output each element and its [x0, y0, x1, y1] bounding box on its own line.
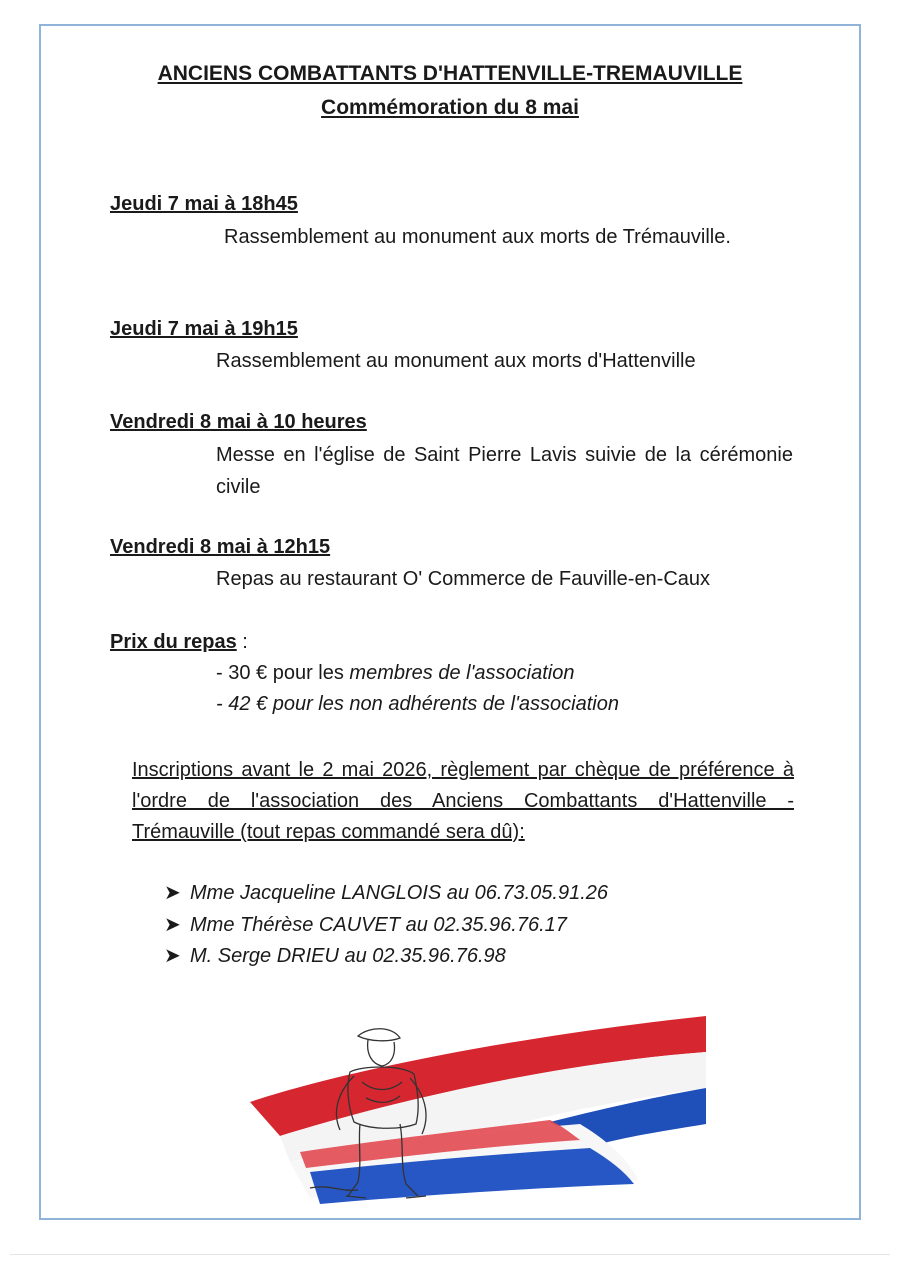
- contact-item: [164, 943, 506, 968]
- registration-text: Inscriptions avant le 2 mai 2026, règlement par chèque de préférence à l'ordre de l'association des Anciens Combattants d'Hattenville - Trémauville (tout repas commandé sera dû):: [132, 759, 794, 843]
- arrow-icon: ➤: [164, 914, 181, 936]
- event-date: Jeudi 7 mai à 19h15: [110, 318, 298, 340]
- tricolor-ribbon-illustration: [250, 1012, 710, 1212]
- price-item: [216, 693, 619, 716]
- price-heading: [110, 631, 248, 654]
- event-description: Messe en l'église de Saint Pierre Lavis suivie de la cérémonie civile: [216, 444, 793, 498]
- contact-item: [164, 880, 608, 905]
- price-item-prefix: - 30 € pour les: [216, 662, 350, 684]
- page-bottom-divider: [10, 1254, 890, 1255]
- price-item-prefix: - 42 € pour les non adhérents de l'association: [216, 693, 619, 715]
- page-subtitle: Commémoration du 8 mai: [321, 96, 579, 119]
- page-title: ANCIENS COMBATTANTS D'HATTENVILLE-TREMAUVILLE: [157, 62, 743, 85]
- price-item: [216, 662, 574, 685]
- event-date: Vendredi 8 mai à 12h15: [110, 536, 331, 558]
- contact-item: [164, 912, 567, 937]
- contact-text: Mme Thérèse CAUVET au 02.35.96.76.17: [190, 914, 567, 936]
- arrow-icon: ➤: [164, 945, 181, 967]
- contact-text: Mme Jacqueline LANGLOIS au 06.73.05.91.26: [190, 882, 609, 904]
- price-item-who: membres de l'association: [349, 662, 575, 684]
- event-description: Repas au restaurant O' Commerce de Fauville-en-Caux: [216, 568, 711, 590]
- price-label-suffix: :: [236, 631, 248, 653]
- event-date: Jeudi 7 mai à 18h45: [110, 193, 298, 215]
- price-label: Prix du repas: [110, 631, 237, 653]
- contact-text: M. Serge DRIEU au 02.35.96.76.98: [190, 945, 506, 967]
- arrow-icon: ➤: [164, 882, 181, 904]
- event-date: Vendredi 8 mai à 10 heures: [110, 411, 367, 433]
- event-description: Rassemblement au monument aux morts d'Hattenville: [216, 350, 696, 372]
- event-description: Rassemblement au monument aux morts de Trémauville.: [224, 226, 731, 248]
